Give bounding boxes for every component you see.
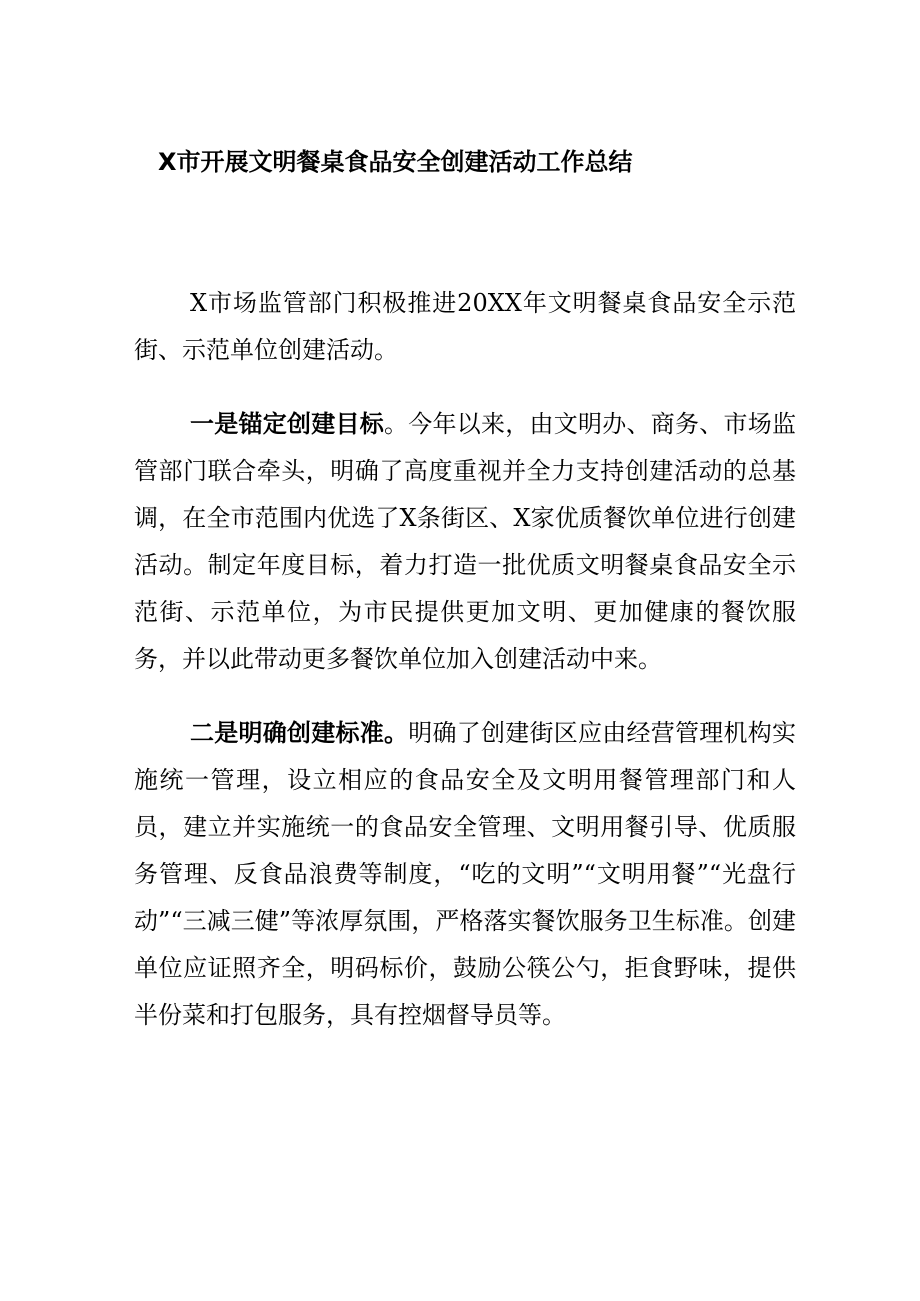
paragraph-text: 。今年以来，由文明办、商务、市场监管部门联合牵头，明确了高度重视并全力支持创建活动的总基调，在全市范围内优选了X条街区、X家优质餐饮单位进行创建活动。制定年度目标，着力打造一批优质文明餐桌食品安全示范街、示范单位，为市民提供更加文明、更加健康的餐饮服务，并以此带动更多餐饮单位加入创建活动中来。 — [134, 410, 796, 673]
paragraph-lead: 一是锚定创建目标 — [190, 410, 384, 438]
paragraph-lead: 二是明确创建标准。 — [190, 719, 409, 747]
paragraph-intro — [134, 280, 796, 374]
paragraph-goal — [134, 401, 796, 683]
document-body — [134, 280, 796, 1066]
paragraph-text: X市场监管部门积极推进20XX年文明餐桌食品安全示范街、示范单位创建活动。 — [134, 289, 796, 364]
paragraph-standard — [134, 710, 796, 1039]
paragraph-text: 明确了创建街区应由经营管理机构实施统一管理，设立相应的食品安全及文明用餐管理部门和人员，建立并实施统一的食品安全管理、文明用餐引导、优质服务管理、反食品浪费等制度，“吃的文明”“文明用餐”“光盘行动”“三减三健”等浓厚氛围，严格落实餐饮服务卫生标准。创建单位应证照齐全，明码标价，鼓励公筷公勺，拒食野味，提供半份菜和打包服务，具有控烟督导员等。 — [134, 719, 796, 1029]
document-title: X市开展文明餐桌食品安全创建活动工作总结 — [158, 148, 633, 176]
